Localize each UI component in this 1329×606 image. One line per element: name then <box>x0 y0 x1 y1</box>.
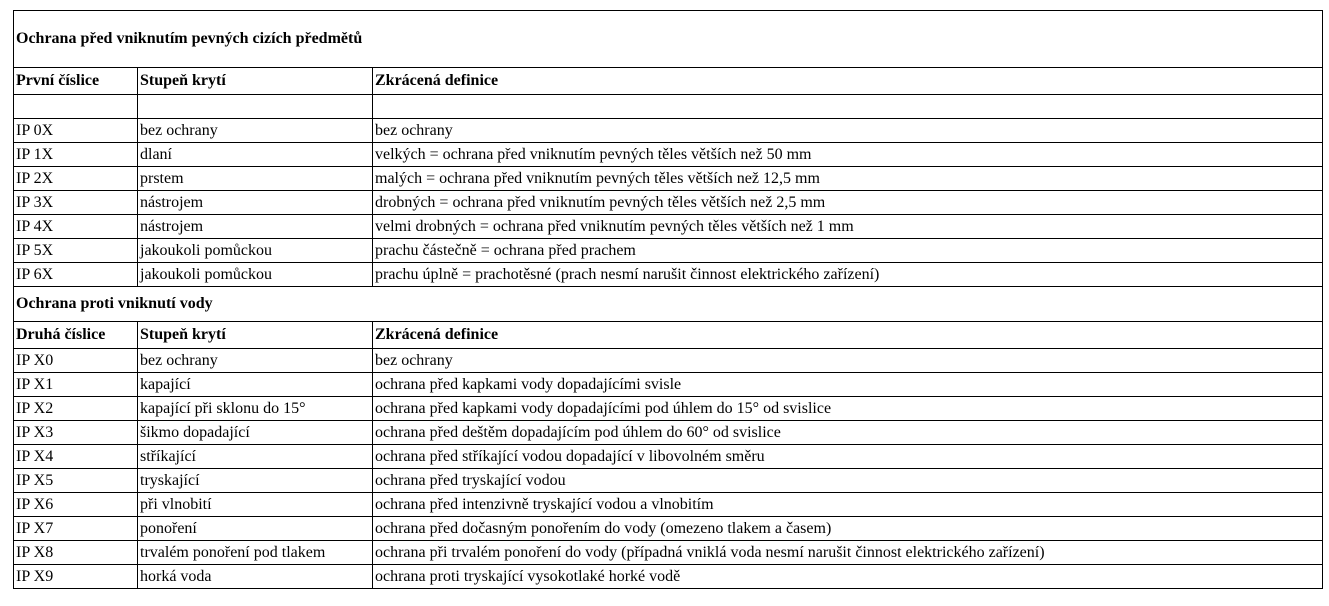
blank-cell <box>373 95 1323 119</box>
solids-table-row <box>14 143 1323 167</box>
protection-degree-cell: kapající při sklonu do 15° <box>138 397 373 421</box>
definition-cell: malých = ochrana před vniknutím pevných těles větších než 12,5 mm <box>373 167 1323 191</box>
section-title-water: Ochrana proti vniknutí vody <box>14 287 1323 322</box>
protection-degree-cell: horká voda <box>138 565 373 589</box>
protection-degree-cell: tryskající <box>138 469 373 493</box>
water-table-row <box>14 517 1323 541</box>
blank-cell <box>14 95 138 119</box>
ip-code-cell: IP 1X <box>14 143 138 167</box>
solids-table-row <box>14 119 1323 143</box>
definition-cell: ochrana při trvalém ponoření do vody (případná vniklá voda nesmí narušit činnost elektrického zařízení) <box>373 541 1323 565</box>
section-title-row-water <box>14 287 1323 322</box>
water-table-row <box>14 445 1323 469</box>
blank-cell <box>138 95 373 119</box>
header-second-digit: Druhá číslice <box>14 322 138 349</box>
ip-code-cell: IP X4 <box>14 445 138 469</box>
ip-code-cell: IP 3X <box>14 191 138 215</box>
water-table-row <box>14 541 1323 565</box>
protection-degree-cell: bez ochrany <box>138 119 373 143</box>
definition-cell: ochrana před deštěm dopadajícím pod úhlem do 60° od svislice <box>373 421 1323 445</box>
solids-table-row <box>14 191 1323 215</box>
definition-cell: bez ochrany <box>373 349 1323 373</box>
protection-degree-cell: nástrojem <box>138 215 373 239</box>
table-body <box>14 11 1323 589</box>
water-table-row <box>14 565 1323 589</box>
solids-table-row <box>14 239 1323 263</box>
protection-degree-cell: bez ochrany <box>138 349 373 373</box>
ip-code-cell: IP 4X <box>14 215 138 239</box>
header-protection-degree: Stupeň krytí <box>138 68 373 95</box>
water-table-row <box>14 421 1323 445</box>
solids-table-row <box>14 263 1323 287</box>
ip-code-cell: IP 2X <box>14 167 138 191</box>
ip-code-cell: IP X3 <box>14 421 138 445</box>
definition-cell: velkých = ochrana před vniknutím pevných těles větších než 50 mm <box>373 143 1323 167</box>
definition-cell: velmi drobných = ochrana před vniknutím pevných těles větších než 1 mm <box>373 215 1323 239</box>
ip-code-cell: IP 0X <box>14 119 138 143</box>
blank-row <box>14 95 1323 119</box>
header-short-definition: Zkrácená definice <box>373 322 1323 349</box>
definition-cell: ochrana před kapkami vody dopadajícími pod úhlem do 15° od svislice <box>373 397 1323 421</box>
definition-cell: ochrana před dočasným ponořením do vody (omezeno tlakem a časem) <box>373 517 1323 541</box>
water-table-row <box>14 493 1323 517</box>
protection-degree-cell: kapající <box>138 373 373 397</box>
definition-cell: ochrana před tryskající vodou <box>373 469 1323 493</box>
solids-table-row <box>14 215 1323 239</box>
protection-degree-cell: trvalém ponoření pod tlakem <box>138 541 373 565</box>
definition-cell: prachu částečně = ochrana před prachem <box>373 239 1323 263</box>
definition-cell: bez ochrany <box>373 119 1323 143</box>
ip-code-cell: IP 6X <box>14 263 138 287</box>
definition-cell: ochrana před intenzivně tryskající vodou a vlnobitím <box>373 493 1323 517</box>
ip-code-cell: IP X2 <box>14 397 138 421</box>
protection-degree-cell: prstem <box>138 167 373 191</box>
solids-table-row <box>14 167 1323 191</box>
protection-degree-cell: stříkající <box>138 445 373 469</box>
protection-degree-cell: nástrojem <box>138 191 373 215</box>
ip-code-cell: IP X8 <box>14 541 138 565</box>
protection-degree-cell: jakoukoli pomůckou <box>138 263 373 287</box>
header-short-definition: Zkrácená definice <box>373 68 1323 95</box>
water-table-row <box>14 349 1323 373</box>
ip-code-cell: IP X5 <box>14 469 138 493</box>
definition-cell: ochrana před kapkami vody dopadajícími svisle <box>373 373 1323 397</box>
protection-degree-cell: šikmo dopadající <box>138 421 373 445</box>
section-title-solids: Ochrana před vniknutím pevných cizích předmětů <box>14 11 1323 68</box>
ip-code-cell: IP X0 <box>14 349 138 373</box>
header-row-water <box>14 322 1323 349</box>
protection-degree-cell: jakoukoli pomůckou <box>138 239 373 263</box>
protection-degree-cell: ponoření <box>138 517 373 541</box>
ip-code-cell: IP X6 <box>14 493 138 517</box>
header-protection-degree: Stupeň krytí <box>138 322 373 349</box>
protection-degree-cell: při vlnobití <box>138 493 373 517</box>
definition-cell: ochrana proti tryskající vysokotlaké horké vodě <box>373 565 1323 589</box>
header-row-solids <box>14 68 1323 95</box>
header-first-digit: První číslice <box>14 68 138 95</box>
water-table-row <box>14 373 1323 397</box>
ip-code-cell: IP 5X <box>14 239 138 263</box>
ip-code-cell: IP X7 <box>14 517 138 541</box>
ip-code-cell: IP X9 <box>14 565 138 589</box>
section-title-row-solids <box>14 11 1323 68</box>
protection-degree-cell: dlaní <box>138 143 373 167</box>
ip-protection-document <box>13 10 1322 589</box>
ip-code-cell: IP X1 <box>14 373 138 397</box>
water-table-row <box>14 469 1323 493</box>
definition-cell: ochrana před stříkající vodou dopadající v libovolném směru <box>373 445 1323 469</box>
water-table-row <box>14 397 1323 421</box>
definition-cell: prachu úplně = prachotěsné (prach nesmí narušit činnost elektrického zařízení) <box>373 263 1323 287</box>
ip-protection-table <box>13 10 1323 589</box>
definition-cell: drobných = ochrana před vniknutím pevných těles větších než 2,5 mm <box>373 191 1323 215</box>
